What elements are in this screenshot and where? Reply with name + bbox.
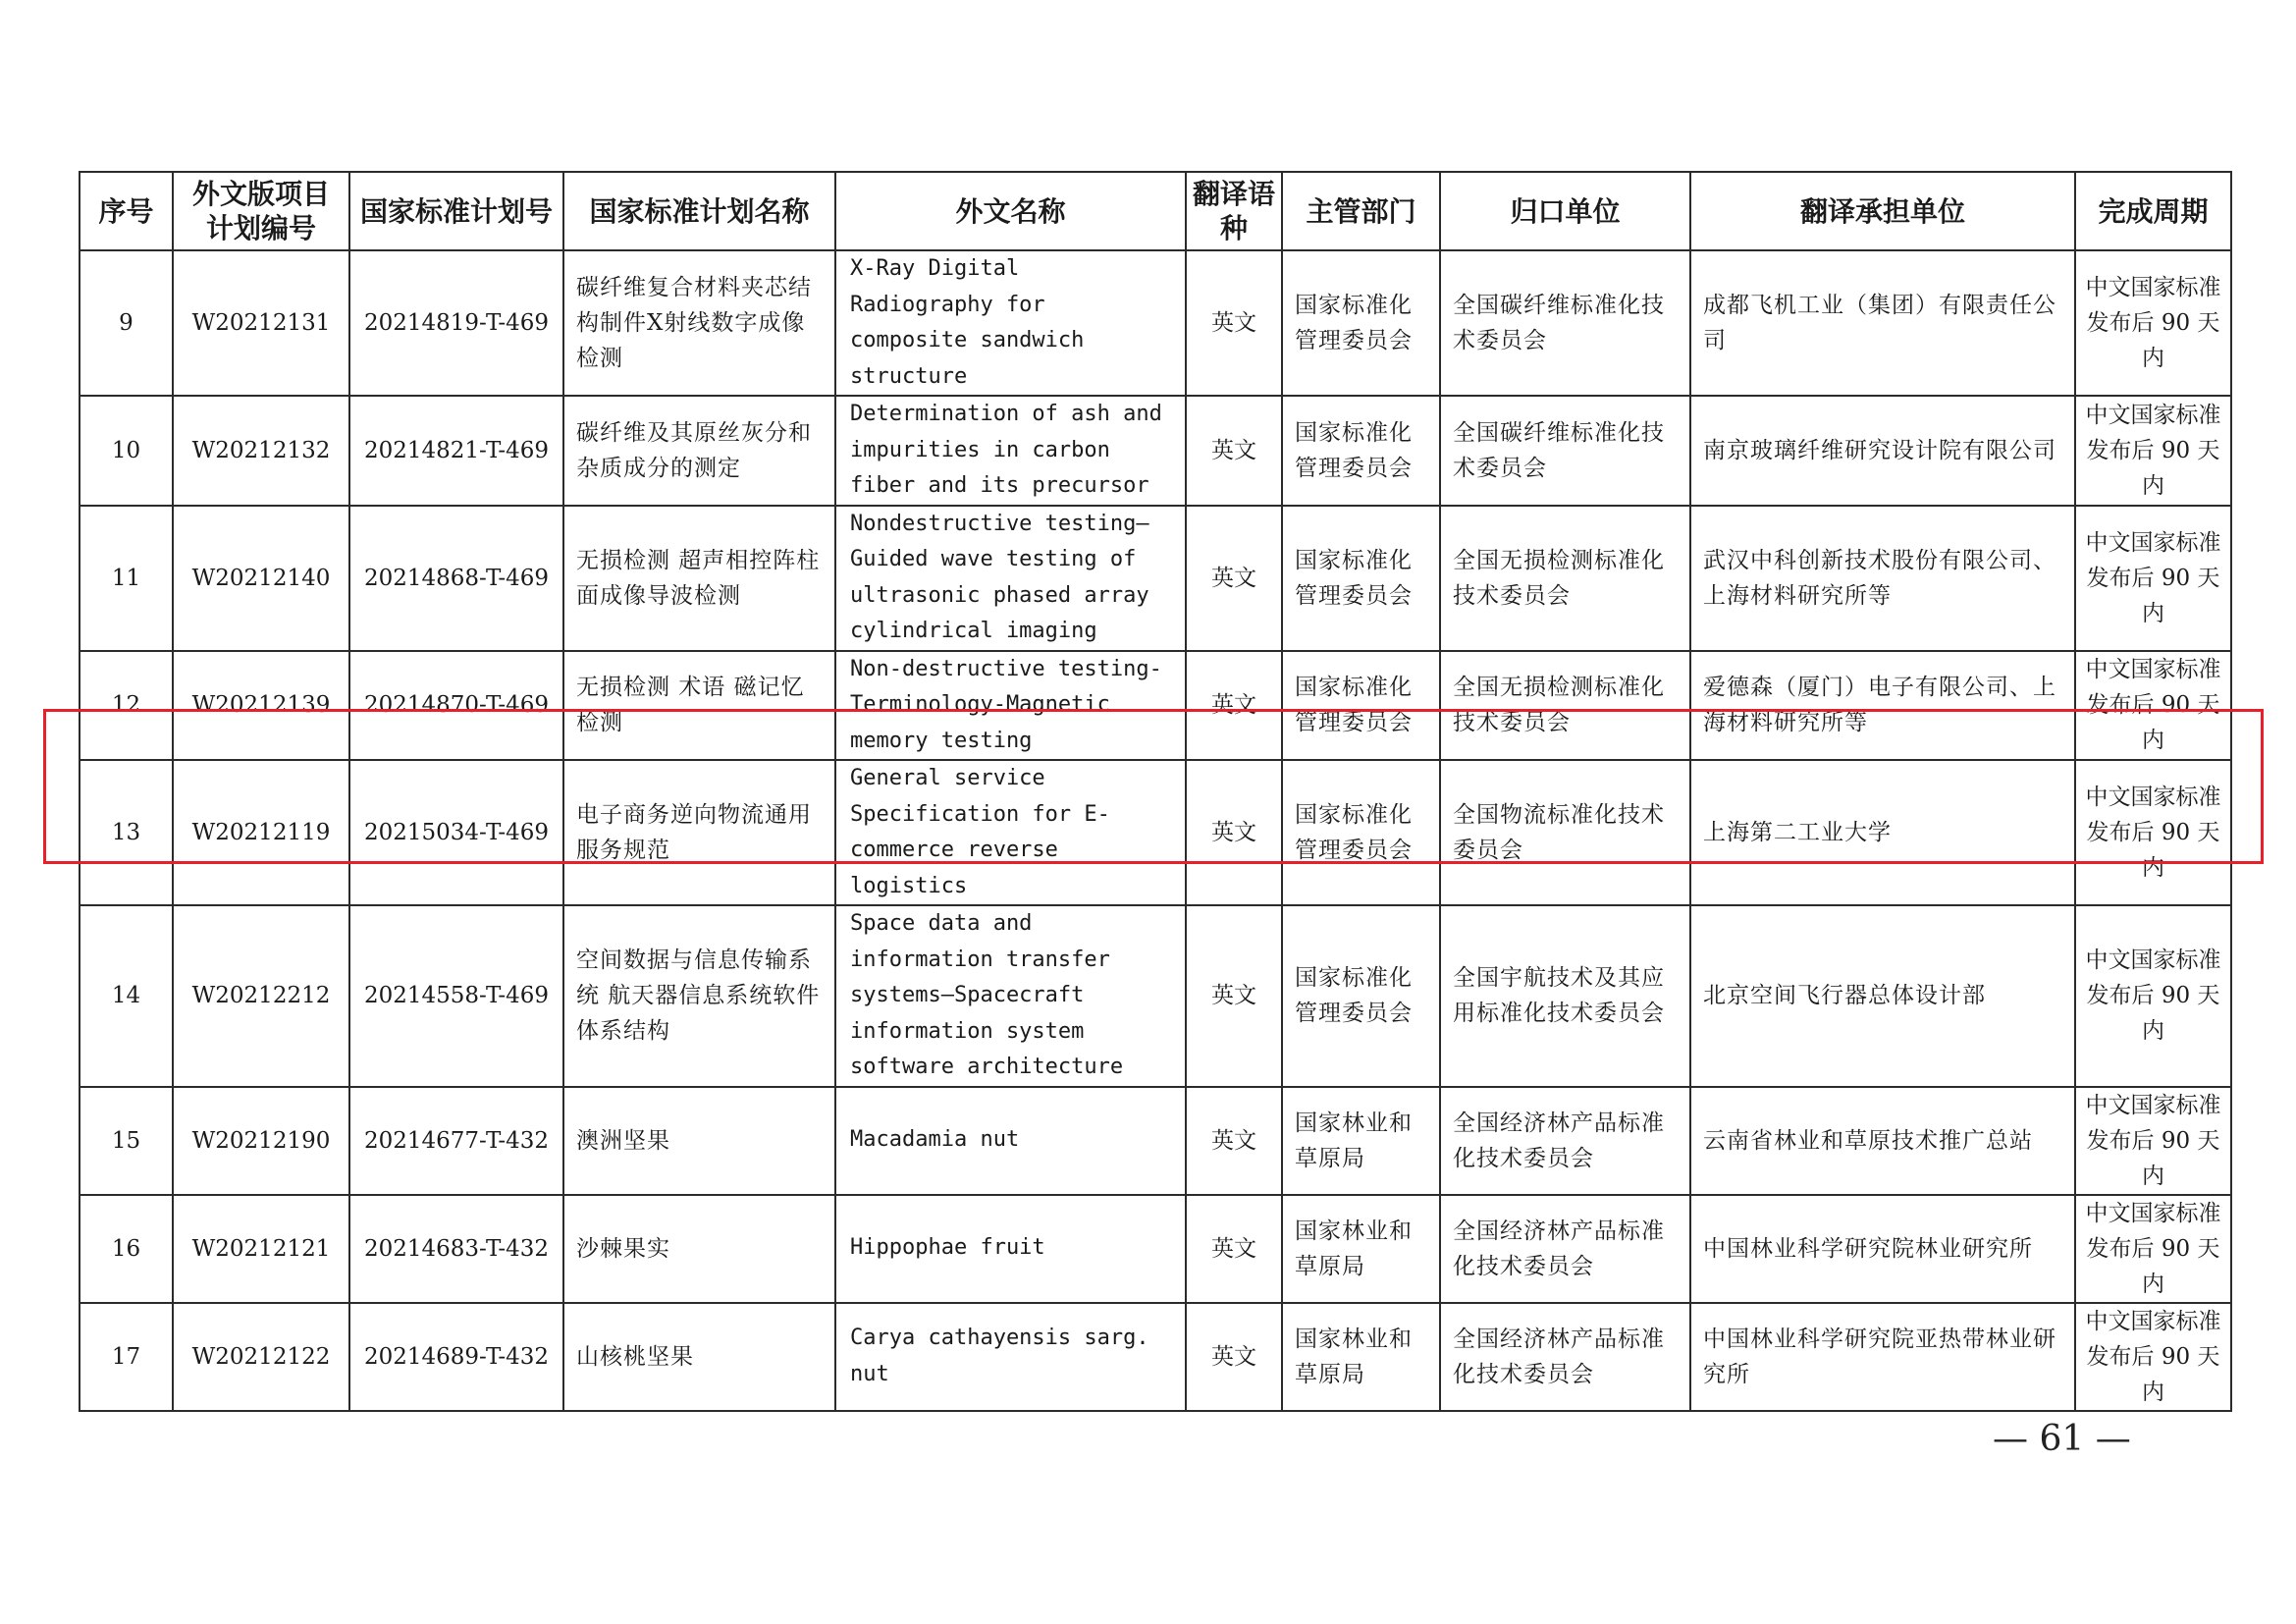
cell-cn-name: 电子商务逆向物流通用服务规范 [563,760,835,905]
cell-plan-no: W20212131 [173,250,349,396]
cell-cn-name: 无损检测 超声相控阵柱面成像导波检测 [563,506,835,651]
cell-en-name: Determination of ash and impurities in carbon fiber and its precursor [835,396,1186,506]
cell-translator: 北京空间飞行器总体设计部 [1690,905,2075,1087]
cell-committee: 全国碳纤维标准化技术委员会 [1440,396,1690,506]
cell-std-no: 20214683-T-432 [349,1195,563,1303]
cell-translator: 云南省林业和草原技术推广总站 [1690,1087,2075,1195]
cell-num: 9 [80,250,173,396]
cell-plan-no: W20212132 [173,396,349,506]
cell-dept: 国家标准化管理委员会 [1282,506,1440,651]
cell-cn-name: 山核桃坚果 [563,1303,835,1411]
cell-period: 中文国家标准发布后 90 天内 [2075,1303,2231,1411]
cell-period: 中文国家标准发布后 90 天内 [2075,651,2231,761]
cell-num: 12 [80,651,173,761]
cell-en-name: Nondestructive testing—Guided wave testing of ultrasonic phased array cylindrical imaging [835,506,1186,651]
table-body [80,250,2231,1411]
cell-committee: 全国宇航技术及其应用标准化技术委员会 [1440,905,1690,1087]
cell-cn-name: 碳纤维复合材料夹芯结构制件X射线数字成像检测 [563,250,835,396]
header-row [80,172,2231,250]
cell-num: 14 [80,905,173,1087]
header-language: 翻译语种 [1186,172,1282,250]
cell-language: 英文 [1186,250,1282,396]
cell-std-no: 20214689-T-432 [349,1303,563,1411]
cell-en-name: General service Specification for E-commerce reverse logistics [835,760,1186,905]
cell-dept: 国家标准化管理委员会 [1282,905,1440,1087]
cell-plan-no: W20212119 [173,760,349,905]
cell-committee: 全国无损检测标准化技术委员会 [1440,506,1690,651]
header-dept: 主管部门 [1282,172,1440,250]
cell-dept: 国家标准化管理委员会 [1282,651,1440,761]
cell-en-name: Carya cathayensis sarg. nut [835,1303,1186,1411]
cell-std-no: 20214677-T-432 [349,1087,563,1195]
cell-plan-no: W20212190 [173,1087,349,1195]
cell-dept: 国家标准化管理委员会 [1282,760,1440,905]
cell-en-name: Hippophae fruit [835,1195,1186,1303]
cell-language: 英文 [1186,1195,1282,1303]
cell-committee: 全国经济林产品标准化技术委员会 [1440,1303,1690,1411]
cell-period: 中文国家标准发布后 90 天内 [2075,250,2231,396]
header-num: 序号 [80,172,173,250]
cell-plan-no: W20212139 [173,651,349,761]
cell-period: 中文国家标准发布后 90 天内 [2075,1087,2231,1195]
cell-std-no: 20214821-T-469 [349,396,563,506]
cell-plan-no: W20212140 [173,506,349,651]
table-row [80,250,2231,396]
cell-std-no: 20214870-T-469 [349,651,563,761]
cell-committee: 全国无损检测标准化技术委员会 [1440,651,1690,761]
cell-cn-name: 沙棘果实 [563,1195,835,1303]
cell-dept: 国家林业和草原局 [1282,1195,1440,1303]
cell-std-no: 20214558-T-469 [349,905,563,1087]
cell-en-name: Space data and information transfer systems—Spacecraft information system software architecture [835,905,1186,1087]
header-std-no: 国家标准计划号 [349,172,563,250]
cell-dept: 国家林业和草原局 [1282,1087,1440,1195]
cell-committee: 全国物流标准化技术委员会 [1440,760,1690,905]
cell-committee: 全国碳纤维标准化技术委员会 [1440,250,1690,396]
cell-committee: 全国经济林产品标准化技术委员会 [1440,1195,1690,1303]
cell-num: 13 [80,760,173,905]
header-translator: 翻译承担单位 [1690,172,2075,250]
table-row [80,651,2231,761]
cell-dept: 国家标准化管理委员会 [1282,396,1440,506]
cell-en-name: X-Ray Digital Radiography for composite sandwich structure [835,250,1186,396]
cell-en-name: Macadamia nut [835,1087,1186,1195]
header-cn-name: 国家标准计划名称 [563,172,835,250]
cell-language: 英文 [1186,1087,1282,1195]
header-period: 完成周期 [2075,172,2231,250]
header-plan-no: 外文版项目计划编号 [173,172,349,250]
cell-plan-no: W20212122 [173,1303,349,1411]
table-row [80,760,2231,905]
table-row [80,506,2231,651]
table-row [80,1303,2231,1411]
cell-std-no: 20214819-T-469 [349,250,563,396]
cell-translator: 中国林业科学研究院亚热带林业研究所 [1690,1303,2075,1411]
cell-language: 英文 [1186,396,1282,506]
table-row [80,1195,2231,1303]
cell-period: 中文国家标准发布后 90 天内 [2075,506,2231,651]
cell-language: 英文 [1186,651,1282,761]
cell-language: 英文 [1186,760,1282,905]
cell-language: 英文 [1186,905,1282,1087]
table-row [80,1087,2231,1195]
cell-num: 10 [80,396,173,506]
cell-std-no: 20215034-T-469 [349,760,563,905]
cell-translator: 武汉中科创新技术股份有限公司、上海材料研究所等 [1690,506,2075,651]
cell-period: 中文国家标准发布后 90 天内 [2075,905,2231,1087]
cell-en-name: Non-destructive testing-Terminology-Magnetic memory testing [835,651,1186,761]
cell-dept: 国家林业和草原局 [1282,1303,1440,1411]
header-committee: 归口单位 [1440,172,1690,250]
table-row [80,905,2231,1087]
page-number: — 61 — [1993,1419,2131,1459]
cell-cn-name: 空间数据与信息传输系统 航天器信息系统软件体系结构 [563,905,835,1087]
cell-translator: 爱德森（厦门）电子有限公司、上海材料研究所等 [1690,651,2075,761]
header-en-name: 外文名称 [835,172,1186,250]
cell-period: 中文国家标准发布后 90 天内 [2075,396,2231,506]
cell-period: 中文国家标准发布后 90 天内 [2075,760,2231,905]
cell-committee: 全国经济林产品标准化技术委员会 [1440,1087,1690,1195]
cell-std-no: 20214868-T-469 [349,506,563,651]
cell-num: 11 [80,506,173,651]
cell-plan-no: W20212121 [173,1195,349,1303]
cell-translator: 上海第二工业大学 [1690,760,2075,905]
standards-table [79,171,2232,1412]
cell-cn-name: 碳纤维及其原丝灰分和杂质成分的测定 [563,396,835,506]
cell-period: 中文国家标准发布后 90 天内 [2075,1195,2231,1303]
cell-num: 17 [80,1303,173,1411]
cell-cn-name: 无损检测 术语 磁记忆检测 [563,651,835,761]
cell-cn-name: 澳洲坚果 [563,1087,835,1195]
cell-num: 15 [80,1087,173,1195]
cell-plan-no: W20212212 [173,905,349,1087]
cell-language: 英文 [1186,1303,1282,1411]
cell-language: 英文 [1186,506,1282,651]
cell-num: 16 [80,1195,173,1303]
cell-translator: 成都飞机工业（集团）有限责任公司 [1690,250,2075,396]
cell-dept: 国家标准化管理委员会 [1282,250,1440,396]
table-row [80,396,2231,506]
cell-translator: 南京玻璃纤维研究设计院有限公司 [1690,396,2075,506]
cell-translator: 中国林业科学研究院林业研究所 [1690,1195,2075,1303]
